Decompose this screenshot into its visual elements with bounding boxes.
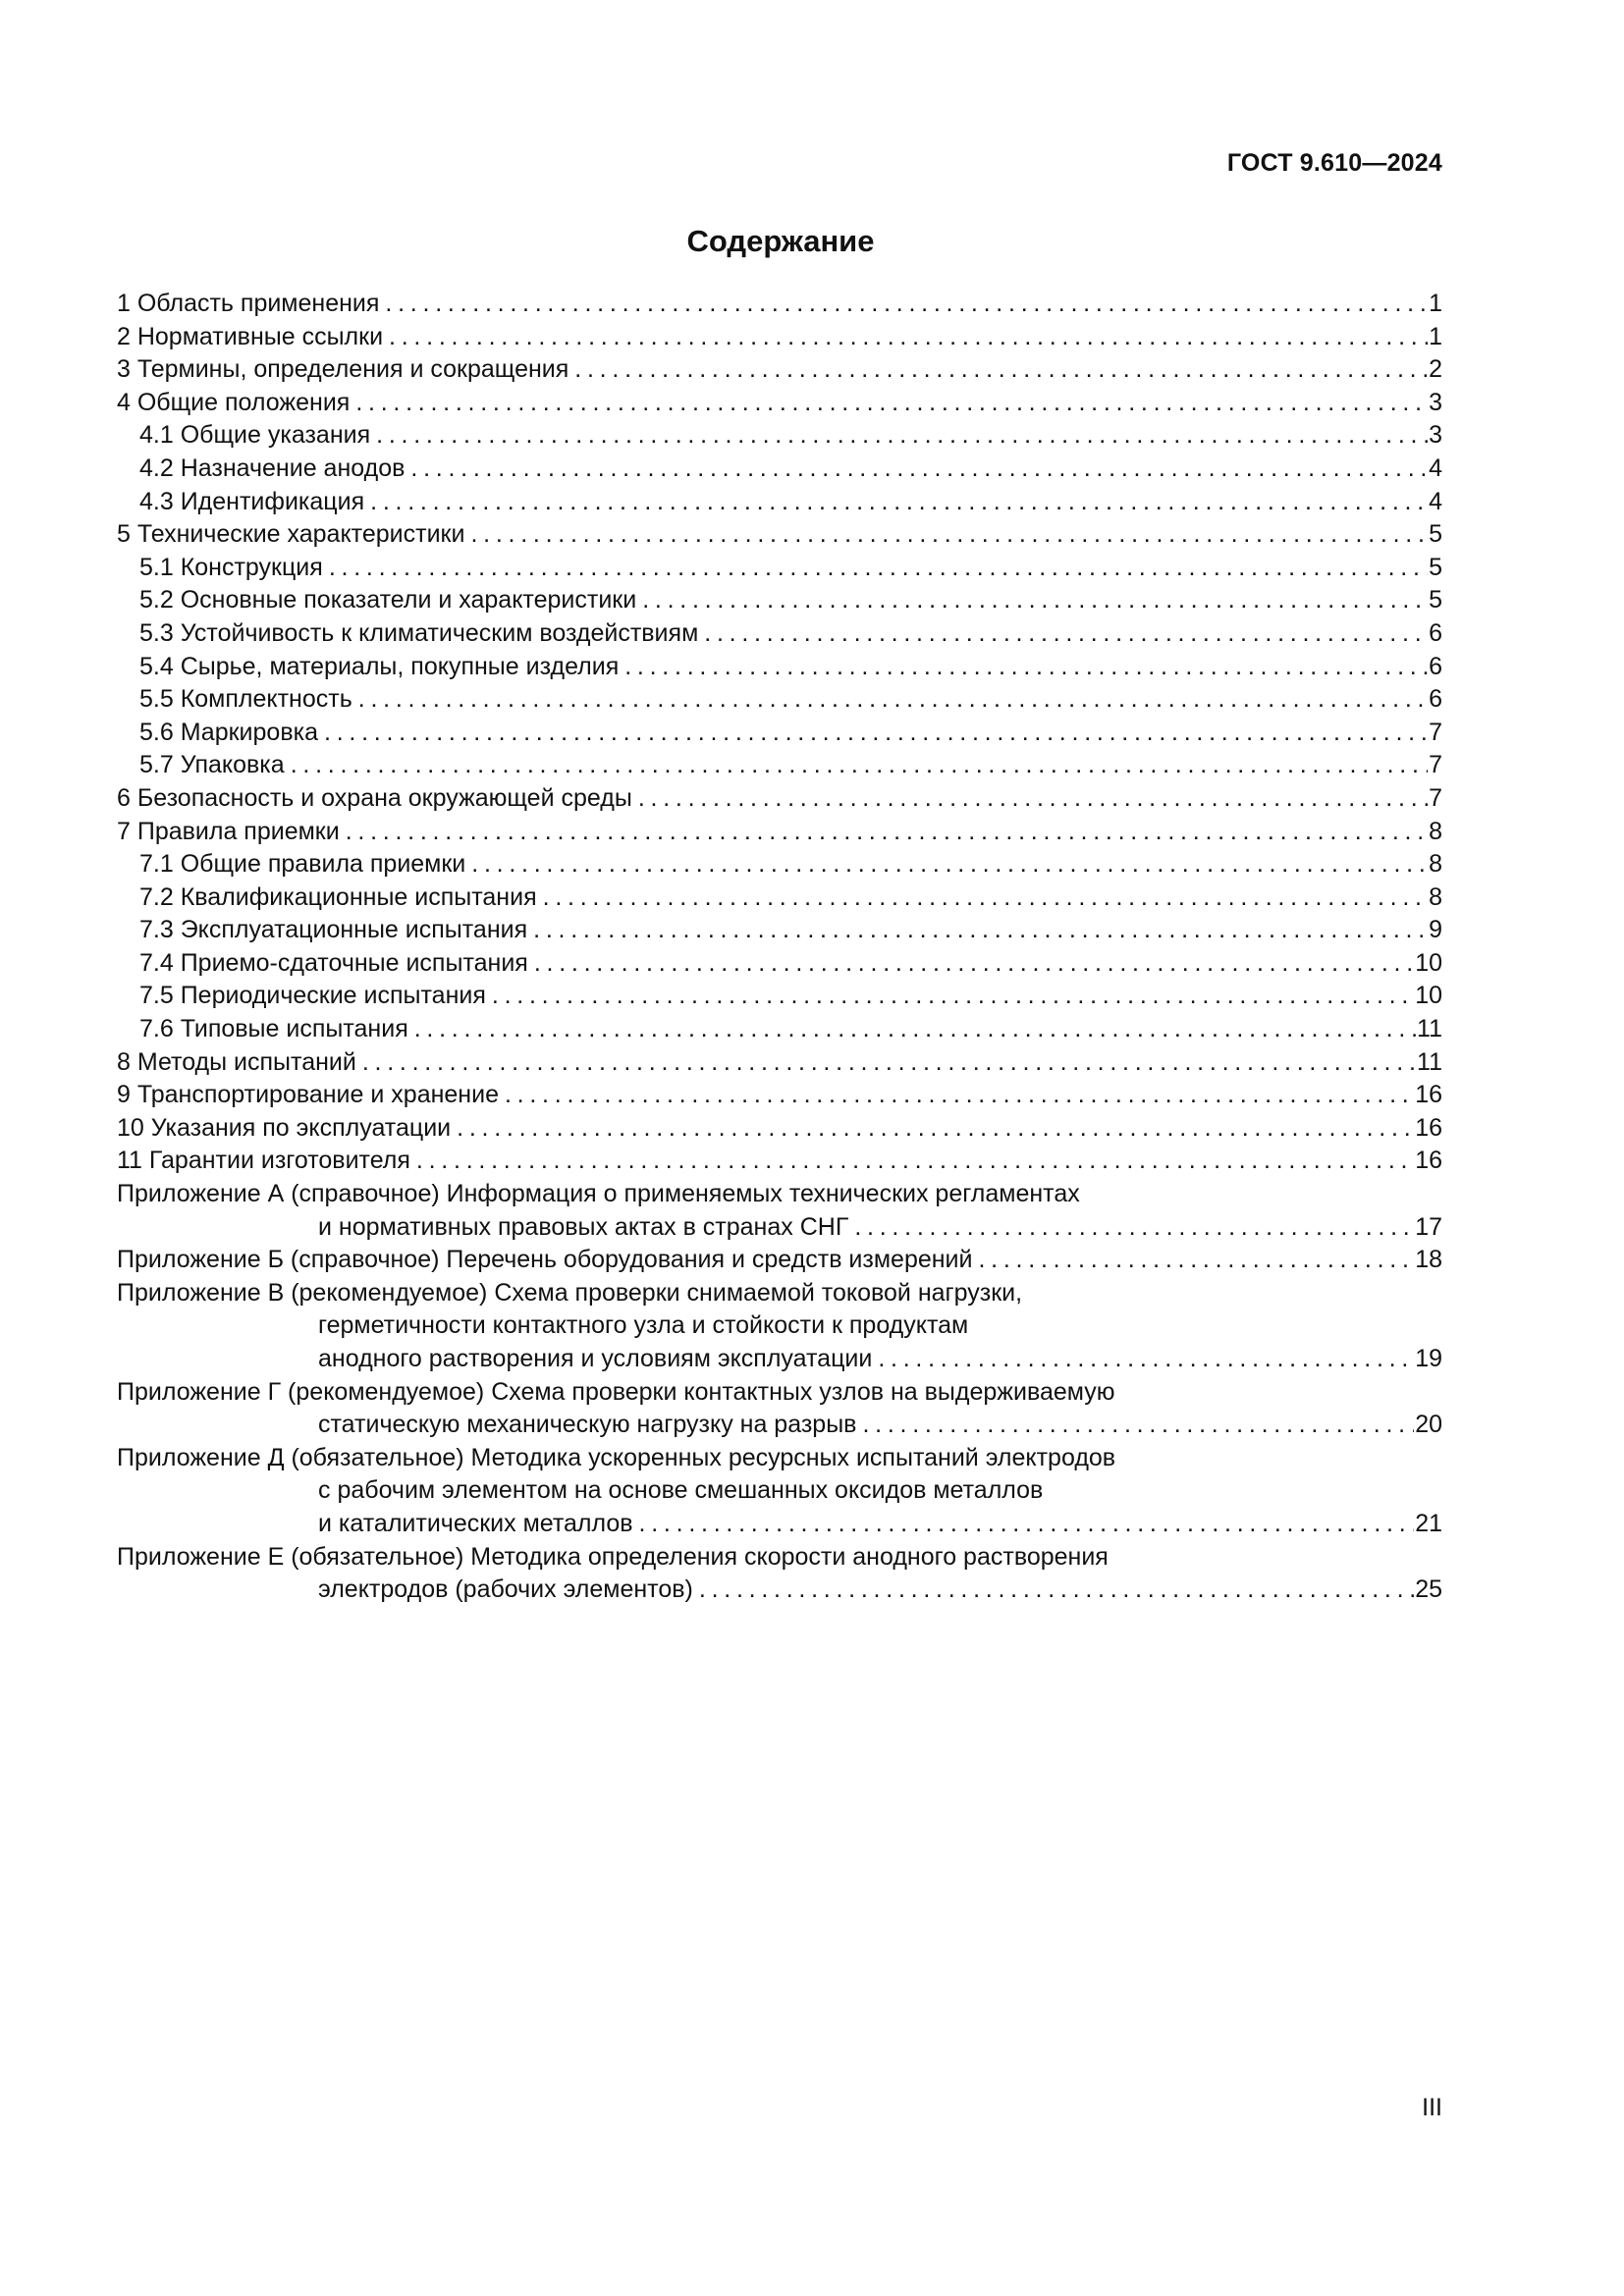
toc-leader-dots	[376, 419, 1428, 453]
toc-leader-dots	[346, 816, 1428, 849]
toc-leader-dots	[854, 1211, 1414, 1245]
toc-entry[interactable]	[117, 1211, 1442, 1245]
toc-entry[interactable]	[117, 552, 1442, 585]
toc-entry[interactable]	[117, 1442, 1442, 1475]
toc-leader-dots	[471, 848, 1428, 881]
toc-entry-title: 5 Технические характеристики	[117, 520, 465, 549]
toc-entry-page: 18	[1415, 1246, 1442, 1274]
toc-leader-dots	[416, 1145, 1414, 1178]
toc-entry-title: 7.1 Общие правила приемки	[139, 850, 466, 879]
toc-entry-page: 1	[1429, 290, 1442, 317]
toc-entry-page: 4	[1429, 487, 1442, 515]
toc-entry-title: 7.5 Периодические испытания	[139, 982, 486, 1010]
toc-entry-page: 25	[1415, 1575, 1442, 1604]
toc-leader-dots	[624, 651, 1428, 684]
toc-leader-dots	[358, 683, 1428, 717]
toc-entry-page: 6	[1429, 618, 1442, 647]
toc-entry[interactable]	[117, 321, 1442, 354]
toc-entry[interactable]	[117, 782, 1442, 816]
toc-entry-title: 5.2 Основные показатели и характеристики	[139, 586, 637, 614]
toc-entry-page: 3	[1429, 388, 1442, 416]
toc-entry-title: Приложение Е (обязательное) Методика определения скорости анодного растворения	[117, 1542, 1109, 1571]
toc-leader-dots	[457, 1112, 1414, 1146]
toc-entry[interactable]	[117, 683, 1442, 717]
toc-entry-page: 2	[1429, 355, 1442, 384]
toc-entry[interactable]	[117, 914, 1442, 947]
document-header: ГОСТ 9.610—2024	[1226, 149, 1442, 177]
toc-entry-title: 4.2 Назначение анодов	[139, 454, 406, 482]
toc-entry-page: 6	[1429, 652, 1442, 680]
toc-entry-title: Приложение Д (обязательное) Методика ускоренных ресурсных испытаний электродов	[117, 1443, 1116, 1471]
toc-leader-dots	[492, 980, 1414, 1013]
toc-entry[interactable]	[117, 1474, 1442, 1508]
toc-entry-page: 16	[1415, 1113, 1442, 1142]
toc-entry-page: 6	[1429, 685, 1442, 714]
toc-leader-dots	[414, 1013, 1416, 1046]
toc-entry[interactable]	[117, 1409, 1442, 1442]
toc-entry-page: 7	[1429, 718, 1442, 746]
toc-entry-page: 4	[1429, 454, 1442, 482]
toc-entry-title: Приложение Г (рекомендуемое) Схема проверки контактных узлов на выдерживаемую	[117, 1377, 1115, 1406]
toc-entry[interactable]	[117, 518, 1442, 552]
toc-entry[interactable]	[117, 1244, 1442, 1277]
toc-entry[interactable]	[117, 1079, 1442, 1112]
toc-leader-dots	[505, 1079, 1414, 1112]
toc-entry-title: 5.6 Маркировка	[139, 718, 318, 746]
toc-entry-title: 5.1 Конструкция	[139, 553, 323, 581]
toc-leader-dots	[638, 782, 1428, 816]
toc-entry-title: 5.5 Комплектность	[139, 685, 352, 714]
toc-leader-dots	[355, 387, 1428, 420]
toc-entry-title: 5.7 Упаковка	[139, 751, 285, 779]
toc-leader-dots	[878, 1343, 1414, 1376]
toc-entry[interactable]	[117, 1046, 1442, 1080]
toc-entry[interactable]	[117, 1508, 1442, 1541]
toc-entry[interactable]	[117, 1145, 1442, 1178]
toc-entry-page: 19	[1415, 1345, 1442, 1372]
toc-leader-dots	[704, 617, 1428, 651]
toc-entry-title: 2 Нормативные ссылки	[117, 322, 384, 350]
toc-entry-page: 7	[1429, 783, 1442, 812]
toc-entry-title: 8 Методы испытаний	[117, 1047, 356, 1076]
toc-entry[interactable]	[117, 947, 1442, 981]
toc-entry[interactable]	[117, 486, 1442, 519]
toc-entry[interactable]	[117, 353, 1442, 387]
toc-entry-title: 5.3 Устойчивость к климатическим воздействиям	[139, 618, 699, 647]
toc-leader-dots	[389, 321, 1428, 354]
toc-entry[interactable]	[117, 288, 1442, 321]
toc-entry-title: 9 Транспортирование и хранение	[117, 1081, 499, 1109]
toc-leader-dots	[639, 1508, 1415, 1541]
toc-leader-dots	[410, 453, 1428, 486]
toc-entry-page: 5	[1429, 586, 1442, 614]
toc-entry-page: 8	[1429, 850, 1442, 879]
toc-entry-title: герметичности контактного узла и стойкости к продуктам	[318, 1311, 969, 1340]
toc-entry-title: 1 Область применения	[117, 290, 380, 317]
toc-entry-title: 4.1 Общие указания	[139, 421, 371, 450]
toc-entry-page: 8	[1429, 882, 1442, 911]
toc-entry-page: 1	[1429, 322, 1442, 350]
toc-entry-title: 7.6 Типовые испытания	[139, 1015, 408, 1043]
page-title: Содержание	[686, 224, 875, 258]
toc-entry[interactable]	[117, 848, 1442, 881]
toc-leader-dots	[642, 584, 1428, 617]
table-of-contents	[117, 288, 1442, 1607]
toc-entry[interactable]	[117, 1013, 1442, 1046]
toc-leader-dots	[470, 518, 1428, 552]
toc-entry[interactable]	[117, 717, 1442, 750]
toc-entry-page: 21	[1415, 1509, 1442, 1537]
toc-leader-dots	[978, 1244, 1414, 1277]
toc-entry-title: 11 Гарантии изготовителя	[117, 1147, 410, 1175]
toc-entry[interactable]	[117, 651, 1442, 684]
toc-entry[interactable]	[117, 749, 1442, 782]
toc-entry-page: 10	[1415, 948, 1442, 977]
toc-entry[interactable]	[117, 1277, 1442, 1310]
toc-leader-dots	[324, 717, 1428, 750]
toc-entry[interactable]	[117, 617, 1442, 651]
toc-entry-page: 5	[1429, 520, 1442, 549]
toc-leader-dots	[291, 749, 1428, 782]
toc-entry-title: 4.3 Идентификация	[139, 487, 365, 515]
toc-entry-page: 10	[1415, 982, 1442, 1010]
page-number: III	[1422, 2094, 1442, 2121]
toc-entry[interactable]	[117, 1343, 1442, 1376]
toc-entry-page: 11	[1417, 1015, 1442, 1043]
toc-entry-page: 7	[1429, 751, 1442, 779]
toc-entry-page: 3	[1429, 421, 1442, 450]
toc-entry-title: 7 Правила приемки	[117, 817, 340, 845]
toc-leader-dots	[362, 1046, 1416, 1080]
toc-entry-title: Приложение В (рекомендуемое) Схема проверки снимаемой токовой нагрузки,	[117, 1278, 1023, 1307]
toc-entry-title: Приложение Б (справочное) Перечень оборудования и средств измерений	[117, 1246, 973, 1274]
toc-entry[interactable]	[117, 584, 1442, 617]
toc-leader-dots	[699, 1574, 1414, 1607]
toc-entry-title: 5.4 Сырье, материалы, покупные изделия	[139, 652, 620, 680]
toc-entry[interactable]	[117, 1541, 1442, 1575]
toc-entry-page: 17	[1415, 1212, 1442, 1241]
toc-entry-page: 9	[1429, 916, 1442, 944]
toc-entry-page: 8	[1429, 817, 1442, 845]
toc-entry-title: 7.4 Приемо-сдаточные испытания	[139, 948, 528, 977]
toc-entry-page: 16	[1415, 1081, 1442, 1109]
toc-entry-title: Приложение А (справочное) Информация о применяемых технических регламентах	[117, 1180, 1080, 1208]
toc-entry-page: 11	[1417, 1047, 1442, 1076]
toc-entry[interactable]	[117, 453, 1442, 486]
toc-entry-page: 5	[1429, 553, 1442, 581]
toc-leader-dots	[574, 353, 1428, 387]
toc-entry-title: 7.2 Квалификационные испытания	[139, 882, 537, 911]
toc-entry-page: 20	[1415, 1411, 1442, 1439]
toc-entry-title: 6 Безопасность и охрана окружающей среды	[117, 783, 632, 812]
toc-leader-dots	[385, 288, 1428, 321]
toc-entry-title: и каталитических металлов	[318, 1509, 633, 1537]
toc-entry[interactable]	[117, 419, 1442, 453]
toc-entry[interactable]	[117, 1178, 1442, 1211]
toc-leader-dots	[533, 914, 1428, 947]
toc-entry[interactable]	[117, 1574, 1442, 1607]
toc-entry[interactable]	[117, 1376, 1442, 1410]
toc-entry-title: электродов (рабочих элементов)	[318, 1575, 693, 1604]
toc-entry[interactable]	[117, 980, 1442, 1013]
toc-entry-title: с рабочим элементом на основе смешанных оксидов металлов	[318, 1476, 1044, 1505]
toc-leader-dots	[370, 486, 1428, 519]
toc-entry[interactable]	[117, 816, 1442, 849]
toc-entry-title: анодного растворения и условиям эксплуатации	[318, 1345, 873, 1372]
toc-leader-dots	[862, 1409, 1414, 1442]
toc-entry-title: 4 Общие положения	[117, 388, 351, 416]
toc-entry[interactable]	[117, 881, 1442, 915]
toc-entry-title: и нормативных правовых актах в странах СНГ	[318, 1212, 849, 1241]
toc-leader-dots	[329, 552, 1428, 585]
toc-entry[interactable]	[117, 1309, 1442, 1343]
toc-entry-title: 7.3 Эксплуатационные испытания	[139, 916, 528, 944]
toc-leader-dots	[543, 881, 1428, 915]
toc-entry-title: статическую механическую нагрузку на разрыв	[318, 1411, 857, 1439]
toc-leader-dots	[534, 947, 1414, 981]
toc-entry[interactable]	[117, 387, 1442, 420]
toc-entry-title: 10 Указания по эксплуатации	[117, 1113, 452, 1142]
toc-entry[interactable]	[117, 1112, 1442, 1146]
toc-entry-page: 16	[1415, 1147, 1442, 1175]
toc-entry-title: 3 Термины, определения и сокращения	[117, 355, 569, 384]
